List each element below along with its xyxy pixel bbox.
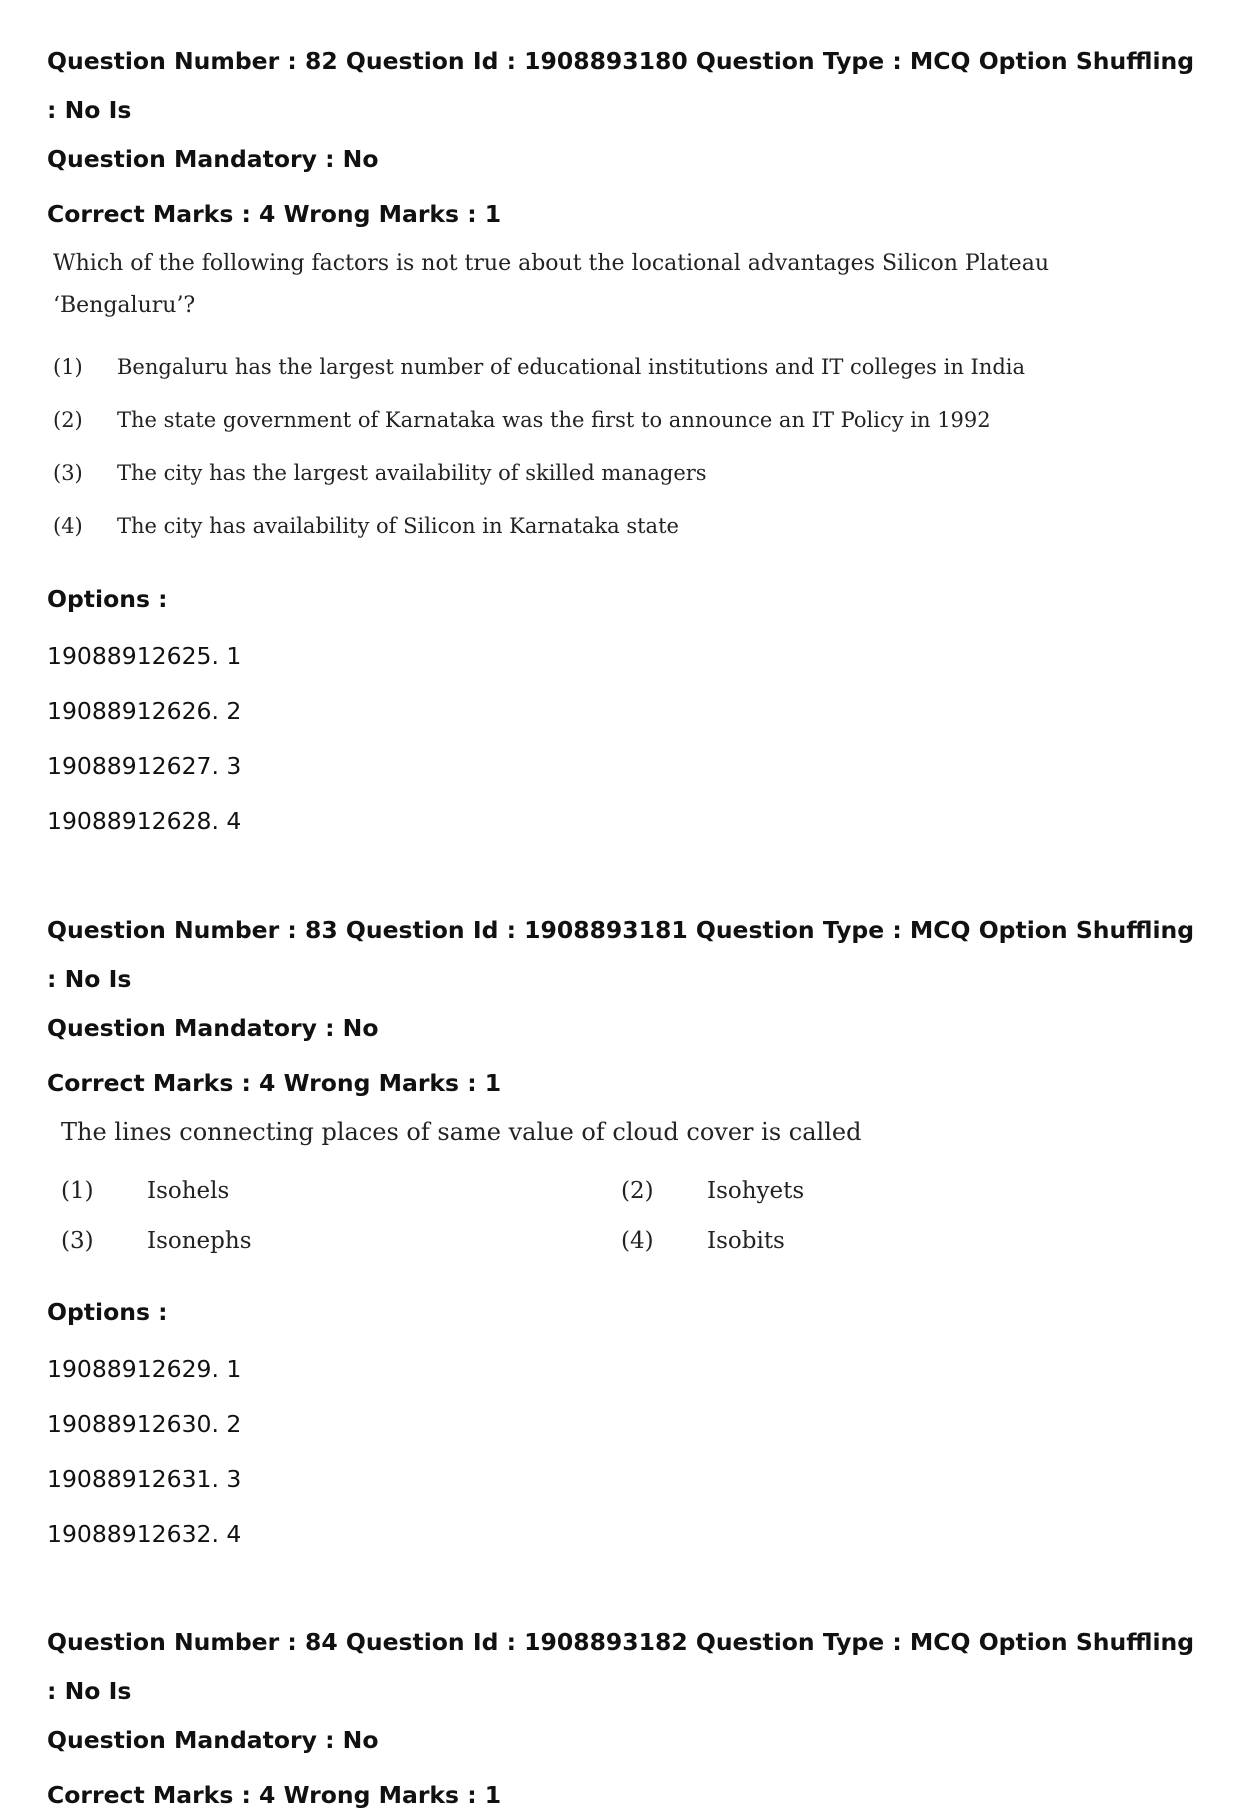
choice-item (621, 1166, 1181, 1216)
question-header-line2: Question Mandatory : No (47, 1014, 379, 1042)
question-83 (47, 906, 1207, 1562)
option-id: 19088912628. 4 (47, 807, 242, 835)
page (47, 0, 1207, 1820)
question-header-line1: Question Number : 82 Question Id : 1908893180 Question Type : MCQ Option Shuffling : No Is (47, 47, 1195, 124)
question-text-line: ‘Bengaluru’? (53, 293, 196, 318)
choice-number: (1) (53, 355, 83, 379)
question-body (47, 1110, 1207, 1266)
question-text (53, 243, 1207, 327)
choice-item (61, 1216, 621, 1266)
choice-item (53, 500, 1207, 553)
choice-text: Isonephs (147, 1228, 252, 1254)
question-header-line2: Question Mandatory : No (47, 1726, 379, 1754)
option-id: 19088912632. 4 (47, 1520, 242, 1548)
question-text-line: Which of the following factors is not true about the locational advantages Silicon Plateau (53, 251, 1049, 276)
marks-line: Correct Marks : 4 Wrong Marks : 1 (47, 1069, 502, 1097)
option-id: 19088912630. 2 (47, 1410, 242, 1438)
choice-grid (61, 1166, 1207, 1266)
choice-item (61, 1166, 621, 1216)
choice-item (53, 341, 1207, 394)
question-body (47, 243, 1207, 553)
option-id: 19088912626. 2 (47, 697, 242, 725)
choice-text: The state government of Karnataka was the first to announce an IT Policy in 1992 (117, 408, 991, 432)
option-id: 19088912625. 1 (47, 642, 242, 670)
choice-number: (4) (53, 514, 83, 538)
choice-number: (2) (621, 1178, 654, 1204)
choice-text: Bengaluru has the largest number of educational institutions and IT colleges in India (117, 355, 1026, 379)
choice-text: The city has availability of Silicon in Karnataka state (117, 514, 679, 538)
option-id-list (47, 1342, 1207, 1562)
choice-list (47, 341, 1207, 553)
question-text: The lines connecting places of same value of cloud cover is called (61, 1118, 862, 1146)
choice-item (53, 447, 1207, 500)
choice-number: (3) (53, 461, 83, 485)
question-82 (47, 37, 1207, 849)
question-header-line1: Question Number : 83 Question Id : 1908893181 Question Type : MCQ Option Shuffling : No Is (47, 916, 1195, 993)
option-id: 19088912631. 3 (47, 1465, 242, 1493)
options-label: Options : (47, 585, 168, 613)
choice-number: (4) (621, 1228, 654, 1254)
choice-number: (3) (61, 1228, 94, 1254)
choice-item (621, 1216, 1181, 1266)
marks-line: Correct Marks : 4 Wrong Marks : 1 (47, 1781, 502, 1809)
options-label: Options : (47, 1298, 168, 1326)
choice-text: Isohels (147, 1178, 230, 1204)
question-header-line2: Question Mandatory : No (47, 145, 379, 173)
option-id-list (47, 629, 1207, 849)
choice-text: Isobits (707, 1228, 785, 1254)
choice-item (53, 394, 1207, 447)
choice-number: (1) (61, 1178, 94, 1204)
question-84 (47, 1618, 1207, 1820)
marks-line: Correct Marks : 4 Wrong Marks : 1 (47, 200, 502, 228)
option-id: 19088912629. 1 (47, 1355, 242, 1383)
question-header-line1: Question Number : 84 Question Id : 1908893182 Question Type : MCQ Option Shuffling : No Is (47, 1628, 1195, 1705)
choice-number: (2) (53, 408, 83, 432)
choice-text: The city has the largest availability of skilled managers (117, 461, 707, 485)
choice-text: Isohyets (707, 1178, 805, 1204)
option-id: 19088912627. 3 (47, 752, 242, 780)
